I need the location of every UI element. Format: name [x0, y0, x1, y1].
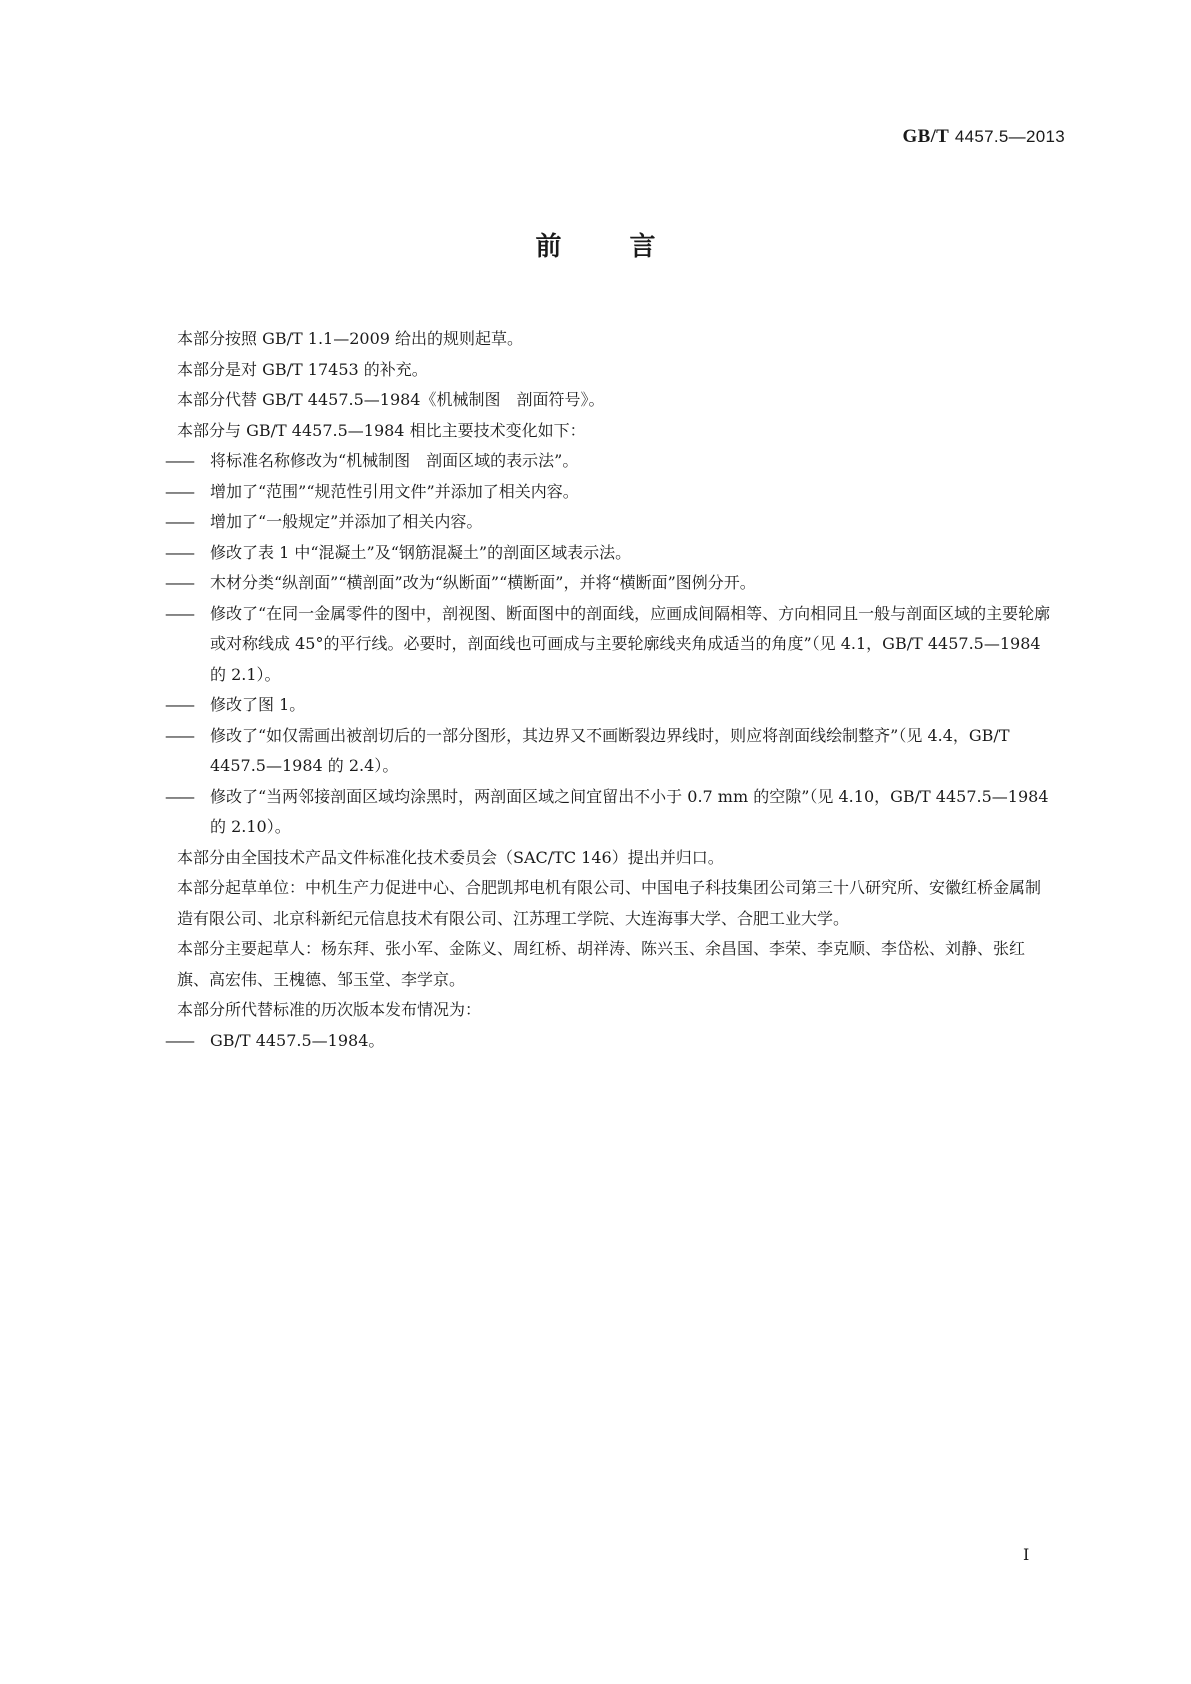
change-item — [165, 477, 1052, 508]
change-text: 修改了表 1 中“混凝土”及“钢筋混凝土”的剖面区域表示法。 — [210, 542, 632, 562]
paragraph-supplement: 本部分是对 GB/T 17453 的补充。 — [177, 359, 428, 379]
changes-list — [165, 446, 1052, 843]
title-char-1: 前 — [535, 232, 562, 262]
paragraph-changes-intro: 本部分与 GB/T 4457.5—1984 相比主要技术变化如下： — [177, 420, 586, 440]
paragraph-drafting-units: 本部分起草单位：中机生产力促进中心、合肥凯邦电机有限公司、中国电子科技集团公司第三十八研究所、安徽红桥金属制造有限公司、北京科新纪元信息技术有限公司、江苏理工学院、大连海事大学、合肥工业大学。 — [177, 878, 1042, 928]
change-item — [165, 690, 1052, 721]
paragraph-proposed-by: 本部分由全国技术产品文件标准化技术委员会（SAC/TC 146）提出并归口。 — [177, 847, 724, 867]
change-item — [165, 446, 1052, 477]
history-item — [165, 1026, 1052, 1057]
dash-marker: —— — [165, 512, 193, 531]
dash-marker: —— — [165, 786, 193, 806]
standard-number: 4457.5—2013 — [954, 127, 1065, 146]
page-number: I — [1023, 1545, 1030, 1564]
dash-marker: —— — [165, 542, 193, 562]
paragraph-drafters: 本部分主要起草人：杨东拜、张小军、金陈义、周红桥、胡祥涛、陈兴玉、余昌国、李荣、李克顺、李岱松、刘静、张红旗、高宏伟、王槐德、邹玉堂、李学京。 — [177, 939, 1026, 989]
change-item — [165, 721, 1052, 782]
change-item — [165, 599, 1052, 691]
dash-marker: —— — [165, 451, 193, 470]
history-list — [165, 1026, 1052, 1057]
paragraph-replaces: 本部分代替 GB/T 4457.5—1984《机械制图 剖面符号》。 — [177, 390, 605, 409]
standard-prefix: GB/T — [902, 126, 950, 147]
change-text: 增加了“一般规定”并添加了相关内容。 — [210, 512, 483, 531]
dash-marker: —— — [165, 481, 193, 501]
paragraph-history-intro: 本部分所代替标准的历次版本发布情况为： — [177, 1000, 482, 1019]
change-text: 修改了“在同一金属零件的图中，剖视图、断面图中的剖面线，应画成间隔相等、方向相同且一般与剖面区域的主要轮廓或对称线成 45°的平行线。必要时，剖面线也可画成与主要轮廓线夹角成适当的角度”（见 4.1，GB/T 4457.5—1984 的 2.1）。 — [210, 603, 1051, 684]
change-text: 修改了图 1。 — [210, 695, 306, 714]
dash-marker: —— — [165, 725, 193, 745]
standard-code-header — [903, 126, 1065, 148]
paragraph-drafting-rules: 本部分按照 GB/T 1.1—2009 给出的规则起草。 — [177, 329, 524, 348]
change-item — [165, 782, 1052, 843]
dash-marker: —— — [165, 695, 193, 714]
title-char-2: 言 — [629, 232, 656, 262]
change-text: 增加了“范围”“规范性引用文件”并添加了相关内容。 — [210, 481, 579, 501]
page-title — [0, 226, 1191, 263]
change-text: 修改了“当两邻接剖面区域均涂黑时，两剖面区域之间宜留出不小于 0.7 mm 的空隙”（见 4.10，GB/T 4457.5—1984 的 2.10）。 — [210, 786, 1049, 836]
dash-marker: —— — [165, 1030, 193, 1050]
foreword-body — [165, 324, 1052, 1056]
change-item — [165, 538, 1052, 569]
change-text: 木材分类“纵剖面”“横剖面”改为“纵断面”“横断面”，并将“横断面”图例分开。 — [210, 573, 756, 592]
dash-marker: —— — [165, 573, 193, 592]
change-item — [165, 507, 1052, 538]
change-text: 将标准名称修改为“机械制图 剖面区域的表示法”。 — [210, 451, 579, 470]
change-text: 修改了“如仅需画出被剖切后的一部分图形，其边界又不画断裂边界线时，则应将剖面线绘制整齐”（见 4.4，GB/T 4457.5—1984 的 2.4）。 — [210, 725, 1010, 775]
dash-marker: —— — [165, 603, 193, 623]
history-text: GB/T 4457.5—1984。 — [210, 1030, 385, 1050]
change-item — [165, 568, 1052, 599]
